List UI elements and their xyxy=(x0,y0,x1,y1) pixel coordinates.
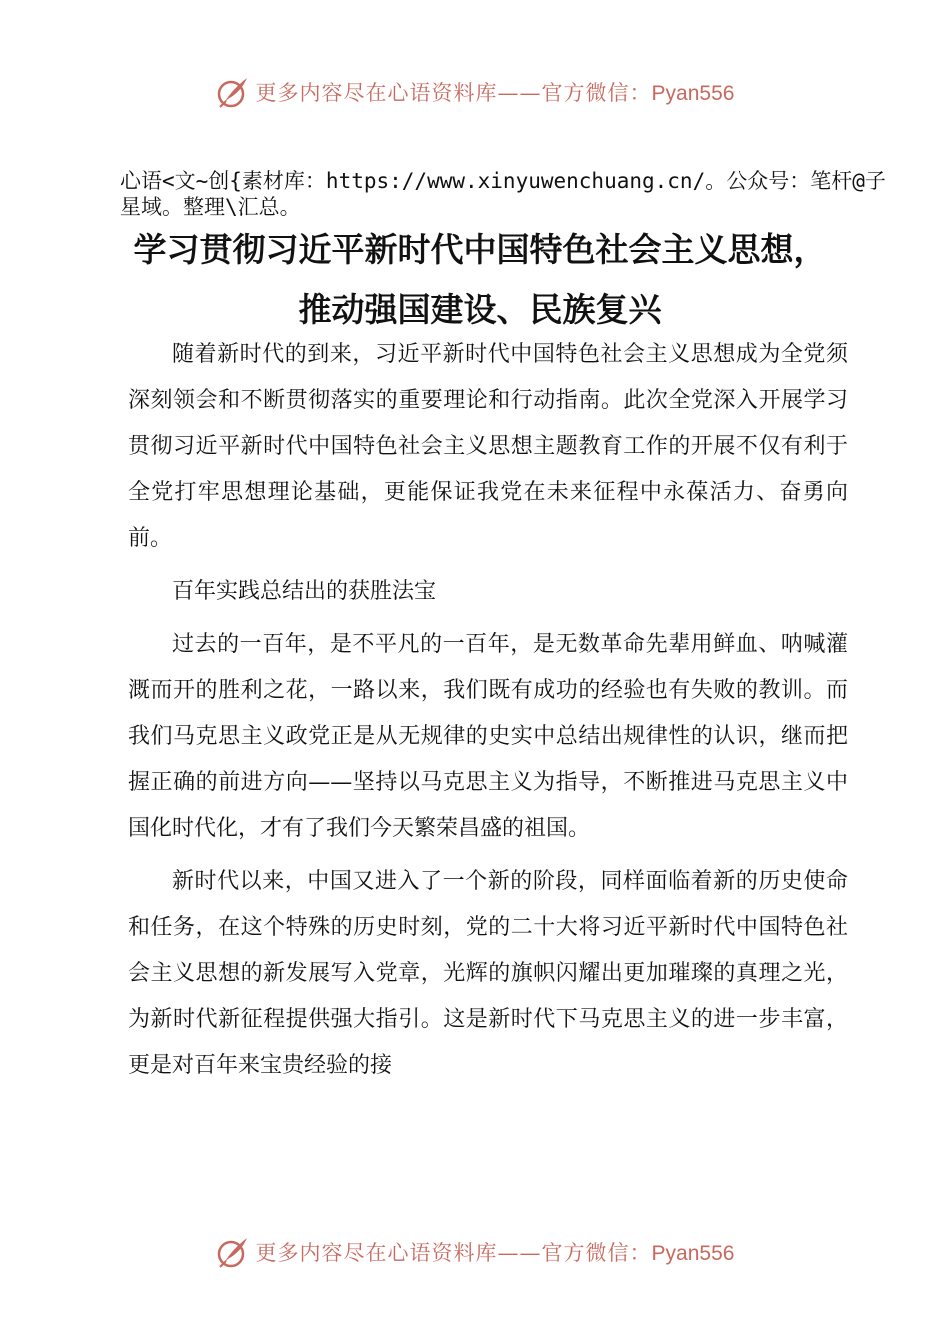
footer-banner-text: 更多内容尽在心语资料库——官方微信：Pyan556 xyxy=(255,1241,735,1265)
body-paragraph: 过去的一百年，是不平凡的一百年，是无数革命先辈用鲜血、呐喊灌溉而开的胜利之花，一路以来，我们既有成功的经验也有失败的教训。而我们马克思主义政党正是从无规律的史实中总结出规律性的认识，继而把握正确的前进方向——坚持以马克思主义为指导，不断推进马克思主义中国化时代化，才有了我们今天繁荣昌盛的祖国。 xyxy=(128,632,848,841)
quill-logo-icon xyxy=(216,75,250,109)
body-paragraph: 随着新时代的到来，习近平新时代中国特色社会主义思想成为全党须深刻领会和不断贯彻落实的重要理论和行动指南。此次全党深入开展学习贯彻习近平新时代中国特色社会主义思想主题教育工作的开展不仅有利于全党打牢思想理论基础，更能保证我党在未来征程中永葆活力、奋勇向前。 xyxy=(128,342,848,551)
header-banner xyxy=(0,72,950,112)
document-body xyxy=(128,332,848,1096)
title-line-1: 学习贯彻习近平新时代中国特色社会主义思想， xyxy=(133,230,827,269)
footer-banner xyxy=(0,1232,950,1272)
quill-logo-icon xyxy=(216,1235,250,1269)
header-wechat-id: Pyan556 xyxy=(651,82,735,105)
title-line-2: 推动强国建设、民族复兴 xyxy=(298,290,662,329)
body-paragraph: 新时代以来，中国又进入了一个新的阶段，同样面临着新的历史使命和任务，在这个特殊的历史时刻，党的二十大将习近平新时代中国特色社会主义思想的新发展写入党章，光辉的旗帜闪耀出更加璀璨的真理之光，为新时代新征程提供强大指引。这是新时代下马克思主义的进一步丰富，更是对百年来宝贵经验的接 xyxy=(128,869,848,1078)
document-title xyxy=(100,220,860,340)
section-heading: 百年实践总结出的获胜法宝 xyxy=(172,579,437,604)
header-banner-text: 更多内容尽在心语资料库——官方微信：Pyan556 xyxy=(255,81,735,105)
footer-wechat-id: Pyan556 xyxy=(651,1242,735,1265)
source-note: 心语<文~创{素材库：https://www.xinyuwenchuang.cn/。公众号：笔杆@子星域。整理\汇总。 xyxy=(120,169,886,219)
